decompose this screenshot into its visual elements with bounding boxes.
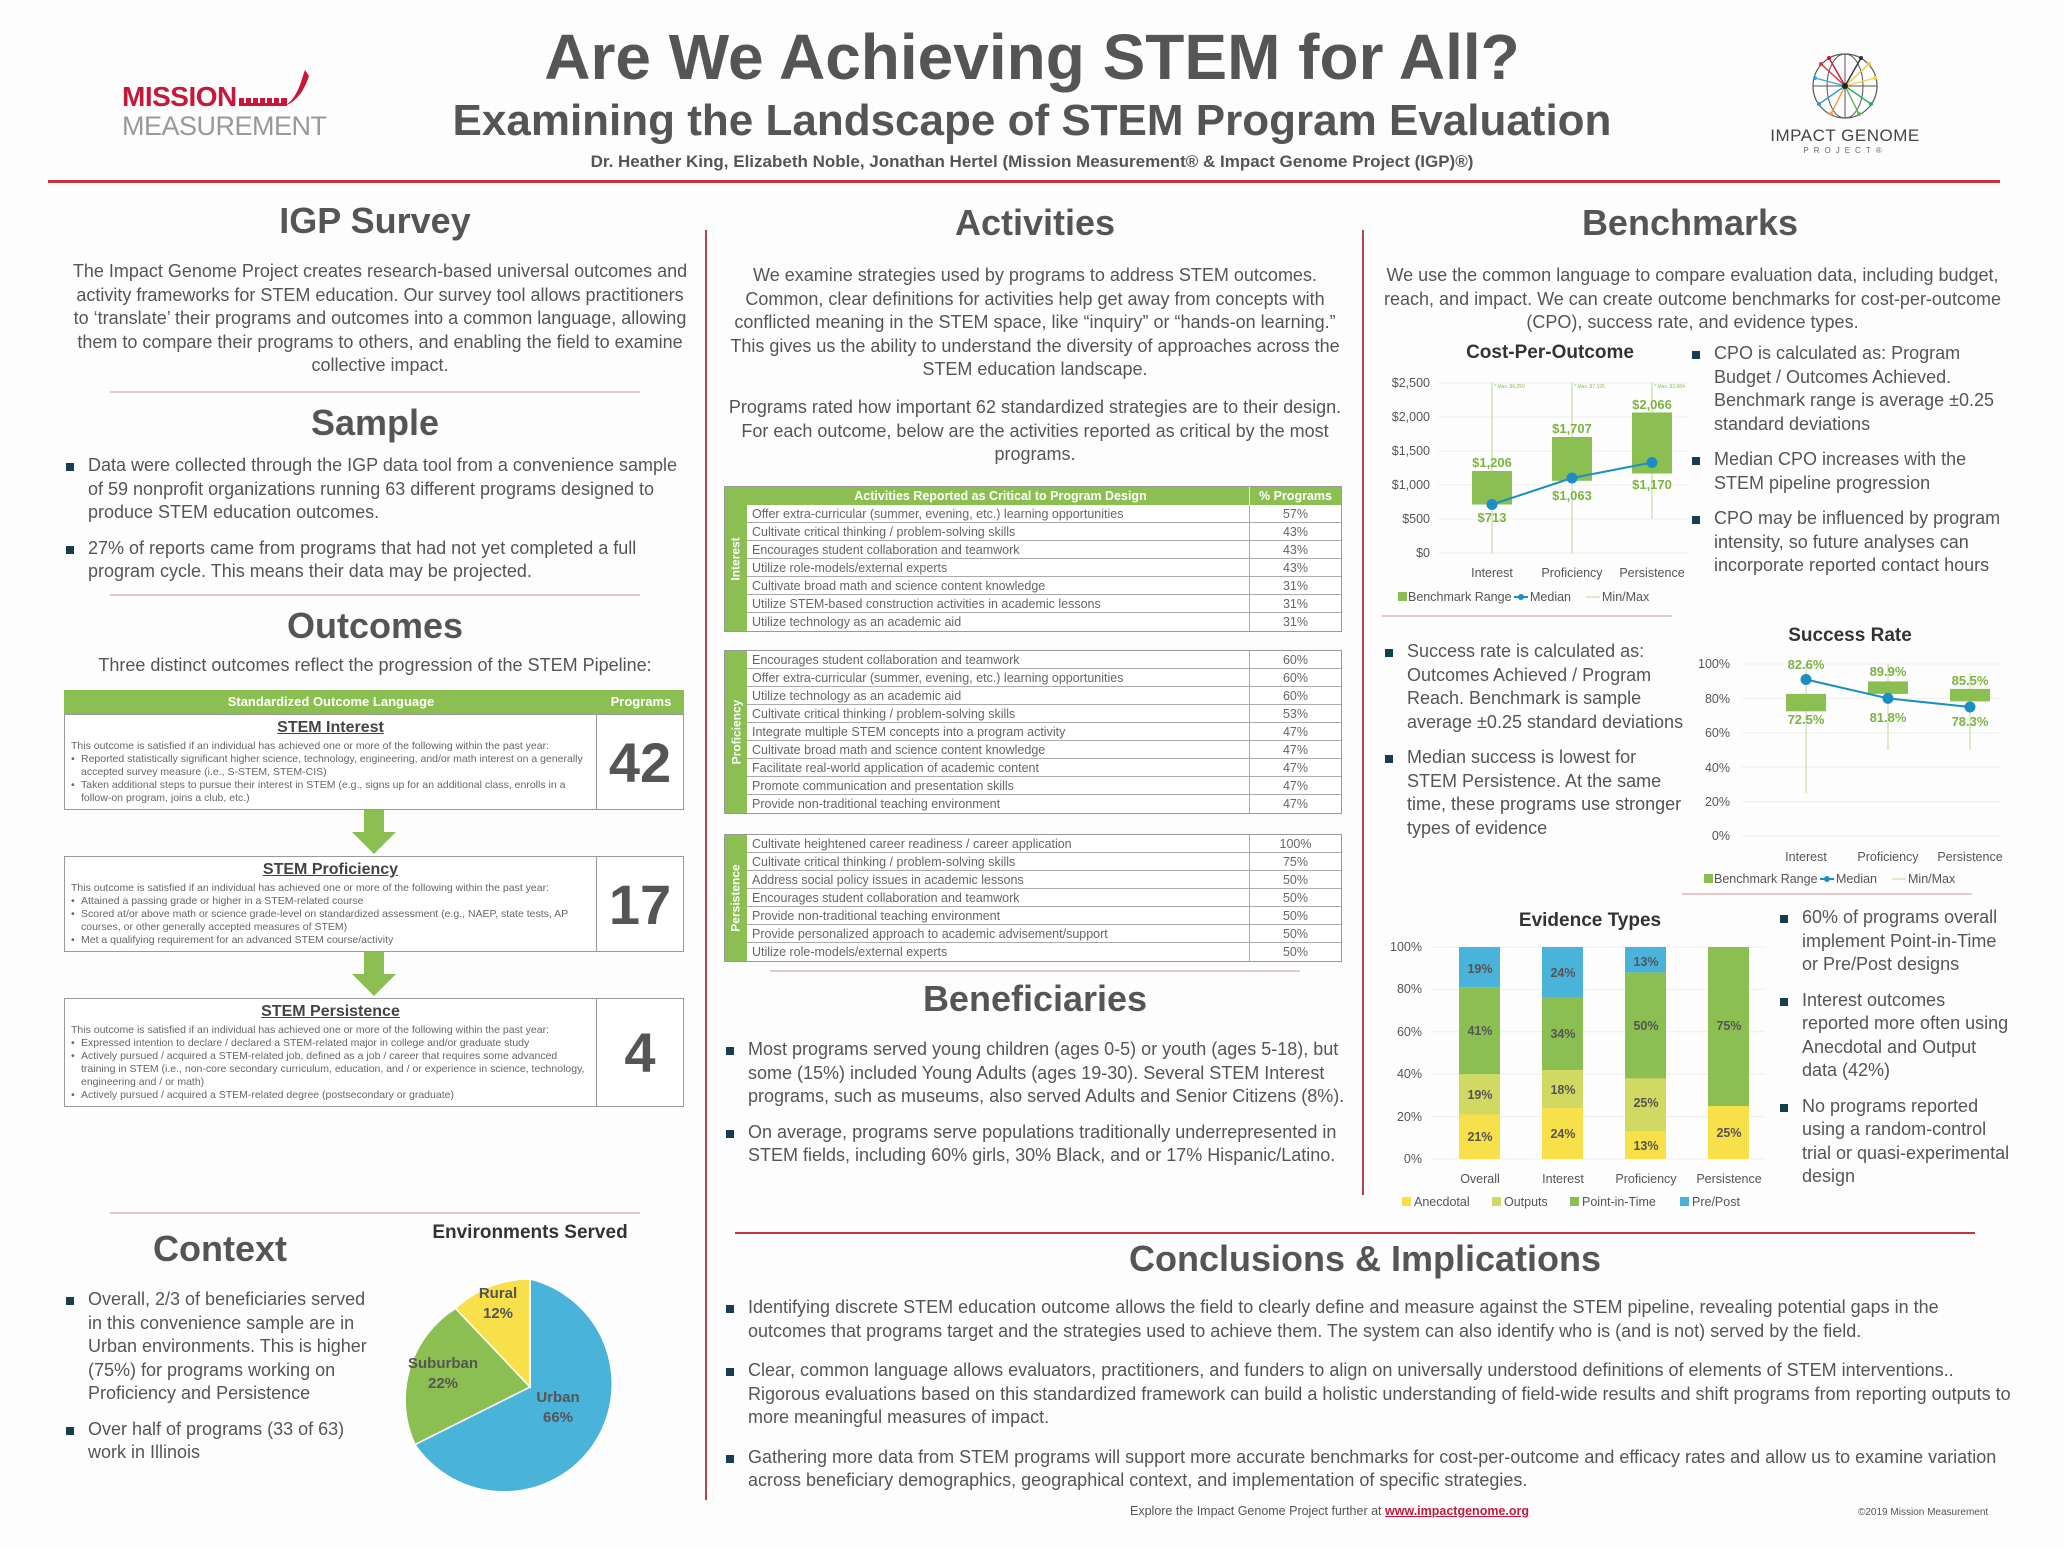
outcome-lead: This outcome is satisfied if an individual has achieved one or more of the following within the past year: bbox=[71, 1024, 550, 1036]
activity-row: Offer extra-curricular (summer, evening, etc.) learning opportunities 57% bbox=[747, 505, 1341, 523]
impact-genome-logo bbox=[1770, 50, 1920, 155]
svg-text:24%: 24% bbox=[1550, 966, 1576, 980]
outcome-lead: This outcome is satisfied if an individual has achieved one or more of the following within the past year: bbox=[71, 740, 550, 752]
activity-row: Integrate multiple STEM concepts into a program activity 47% bbox=[747, 723, 1341, 741]
section-divider bbox=[110, 1212, 640, 1214]
svg-text:20%: 20% bbox=[1704, 795, 1730, 809]
svg-text:$0: $0 bbox=[1416, 546, 1430, 560]
activity-row: Provide personalized approach to academic advisement/support 50% bbox=[747, 925, 1341, 943]
beneficiaries-bullets bbox=[726, 1038, 1346, 1180]
down-arrow-icon bbox=[64, 952, 684, 998]
activity-row: Provide non-traditional teaching environment 50% bbox=[747, 907, 1341, 925]
svg-text:40%: 40% bbox=[1704, 761, 1730, 775]
svg-text:50%: 50% bbox=[1633, 1019, 1659, 1033]
activity-row: Encourages student collaboration and teamwork 43% bbox=[747, 541, 1341, 559]
activity-row: Utilize role-models/external experts 43% bbox=[747, 559, 1341, 577]
outcome-program-count: 42 bbox=[608, 730, 672, 794]
poster-authors: Dr. Heather King, Elizabeth Noble, Jonathan Hertel (Mission Measurement® & Impact Genome Project (IGP)®) bbox=[590, 152, 1474, 171]
evidence-chart-title: Evidence Types bbox=[1518, 910, 1662, 931]
conclusion-bullet: Gathering more data from STEM programs will support more accurate benchmarks for cost-per-outcome and efficacy rates and allow us to examine variation across beneficiary demographics, geographical context, and implementation of specific strategies. bbox=[726, 1446, 2016, 1493]
activity-row: Facilitate real-world application of academic content 47% bbox=[747, 759, 1341, 777]
section-heading-outcomes: Outcomes bbox=[286, 605, 464, 646]
section-divider bbox=[1382, 615, 1672, 617]
activity-row: Encourages student collaboration and teamwork 60% bbox=[747, 651, 1341, 669]
success-rate-bullets bbox=[1385, 640, 1685, 852]
svg-text:$500: $500 bbox=[1402, 512, 1430, 526]
cpo-bullet: CPO is calculated as: Program Budget / Outcomes Achieved. Benchmark range is average ±0.25 standard deviations bbox=[1692, 342, 2012, 436]
activity-row: Cultivate critical thinking / problem-solving skills 75% bbox=[747, 853, 1341, 871]
svg-text:82.6%: 82.6% bbox=[1787, 657, 1825, 672]
logo-text-measurement: MEASUREMENT bbox=[122, 111, 327, 141]
svg-text:Urban: Urban bbox=[536, 1389, 580, 1406]
svg-text:Proficiency: Proficiency bbox=[1615, 1172, 1677, 1186]
section-divider bbox=[1682, 893, 1972, 895]
activity-row: Promote communication and presentation skills 47% bbox=[747, 777, 1341, 795]
svg-text:81.8%: 81.8% bbox=[1869, 710, 1907, 725]
outcomes-table-header bbox=[64, 690, 684, 714]
group-label-interest: Interest bbox=[725, 487, 747, 631]
outcomes-intro: Three distinct outcomes reflect the progression of the STEM Pipeline: bbox=[98, 655, 652, 675]
evidence-bullet: No programs reported using a random-control trial or quasi-experimental design bbox=[1780, 1095, 2010, 1189]
svg-text:22%: 22% bbox=[427, 1375, 459, 1392]
activity-row: Cultivate critical thinking / problem-solving skills 43% bbox=[747, 523, 1341, 541]
success-rate-bullet: Success rate is calculated as: Outcomes Achieved / Program Reach. Benchmark is sample average ±0.25 standard deviations bbox=[1385, 640, 1685, 734]
evidence-bullets bbox=[1780, 906, 2010, 1201]
activities-intro-2: Programs rated how important 62 standardized strategies are to their design. For each outcome, below are the activities reported as critical by the most programs. bbox=[728, 397, 1342, 464]
svg-text:25%: 25% bbox=[1633, 1096, 1659, 1110]
svg-text:Interest: Interest bbox=[1471, 566, 1513, 580]
sample-bullet: Data were collected through the IGP data tool from a convenience sample of 59 nonprofit organizations running 63 different programs designed to produce STEM education outcomes. bbox=[66, 454, 686, 525]
activities-intro-1: We examine strategies used by programs to address STEM outcomes. Common, clear definitions for activities help get away from concepts with conflicted meaning in the STEM space, like “inquiry” or “hands-on learning.” This gives us the ability to understand the diversity of approaches across the STEM education landscape. bbox=[730, 265, 1340, 379]
outcome-criterion: • Actively pursued / acquired a STEM-related degree (postsecondary or graduate) bbox=[71, 1089, 590, 1102]
svg-text:$2,066: $2,066 bbox=[1632, 397, 1672, 412]
svg-text:80%: 80% bbox=[1396, 982, 1422, 996]
outcome-criterion: • Reported statistically significant higher science, technology, engineering, and/or math interest on a generally accepted survey measure (i.e., S-STEM, STEM-CIS) bbox=[71, 753, 590, 779]
benchmarks-intro: We use the common language to compare evaluation data, including budget, reach, and impact. We can create outcome benchmarks for cost-per-outcome (CPO), success rate, and evidence types. bbox=[1384, 265, 2001, 332]
section-heading-context: Context bbox=[153, 1228, 287, 1269]
evidence-types-chart bbox=[1370, 935, 1770, 1220]
svg-text:Persistence: Persistence bbox=[1937, 850, 2003, 864]
svg-text:Persistence: Persistence bbox=[1696, 1172, 1762, 1186]
outcome-name: STEM Interest bbox=[277, 719, 384, 736]
svg-text:20%: 20% bbox=[1396, 1110, 1422, 1124]
svg-text:13%: 13% bbox=[1633, 955, 1659, 969]
svg-text:80%: 80% bbox=[1704, 692, 1730, 706]
activity-row: Utilize technology as an academic aid 60% bbox=[747, 687, 1341, 705]
svg-text:Point-in-Time: Point-in-Time bbox=[1582, 1195, 1656, 1209]
section-divider bbox=[110, 391, 640, 393]
poster-subtitle: Examining the Landscape of STEM Program Evaluation bbox=[452, 96, 1612, 145]
svg-text:$1,063: $1,063 bbox=[1552, 488, 1592, 503]
svg-text:$1,206: $1,206 bbox=[1472, 455, 1512, 470]
beneficiaries-bullet: On average, programs serve populations traditionally underrepresented in STEM fields, including 60% girls, 30% Black, and or 17% Hispanic/Latino. bbox=[726, 1121, 1346, 1168]
svg-text:Rural: Rural bbox=[478, 1285, 518, 1302]
activities-table-persistence bbox=[724, 834, 1342, 962]
svg-text:0%: 0% bbox=[1711, 829, 1730, 843]
svg-text:Proficiency: Proficiency bbox=[1857, 850, 1919, 864]
footer-explore-text: Explore the Impact Genome Project further at bbox=[1130, 1504, 1382, 1518]
svg-text:Interest: Interest bbox=[1542, 1172, 1584, 1186]
svg-text:19%: 19% bbox=[1467, 1088, 1493, 1102]
group-label-persistence: Persistence bbox=[725, 835, 747, 961]
svg-text:85.5%: 85.5% bbox=[1951, 673, 1989, 688]
sample-bullet: 27% of reports came from programs that had not yet completed a full program cycle. This means their data may be projected. bbox=[66, 537, 686, 584]
svg-text:Median: Median bbox=[1836, 872, 1877, 886]
cost-per-outcome-chart bbox=[1378, 368, 1698, 608]
activity-row: Cultivate broad math and science content knowledge 31% bbox=[747, 577, 1341, 595]
outcomes-table bbox=[64, 690, 684, 1107]
svg-text:21%: 21% bbox=[1467, 1130, 1493, 1144]
section-heading-activities: Activities bbox=[954, 202, 1116, 243]
down-arrow-icon bbox=[64, 810, 684, 856]
success-rate-chart-title: Success Rate bbox=[1788, 625, 1912, 646]
svg-text:Median: Median bbox=[1530, 590, 1571, 604]
svg-text:Min/Max: Min/Max bbox=[1602, 590, 1650, 604]
svg-text:24%: 24% bbox=[1550, 1127, 1576, 1141]
group-label-proficiency: Proficiency bbox=[725, 651, 747, 813]
svg-text:41%: 41% bbox=[1467, 1024, 1493, 1038]
svg-text:Proficiency: Proficiency bbox=[1541, 566, 1603, 580]
sample-bullets bbox=[66, 454, 686, 596]
sr-range-persistence bbox=[1950, 689, 1990, 702]
svg-text:75%: 75% bbox=[1716, 1019, 1742, 1033]
cpo-bullets bbox=[1692, 342, 2012, 590]
svg-text:Suburban: Suburban bbox=[408, 1355, 478, 1372]
conclusion-bullet: Identifying discrete STEM education outcome allows the field to clearly define and measure against the STEM pipeline, revealing potential gaps in the outcomes that programs target and the strategies used to achieve them. The system can also identify who is (and is not) served by the field. bbox=[726, 1296, 2016, 1343]
svg-text:Pre/Post: Pre/Post bbox=[1692, 1195, 1740, 1209]
svg-text:Interest: Interest bbox=[1785, 850, 1827, 864]
svg-text:60%: 60% bbox=[1396, 1025, 1422, 1039]
svg-text:18%: 18% bbox=[1550, 1083, 1576, 1097]
activity-row: Address social policy issues in academic lessons 50% bbox=[747, 871, 1341, 889]
svg-text:Overall: Overall bbox=[1460, 1172, 1500, 1186]
svg-text:72.5%: 72.5% bbox=[1787, 712, 1825, 727]
impactgenome-link[interactable]: www.impactgenome.org bbox=[1385, 1504, 1530, 1518]
svg-text:40%: 40% bbox=[1396, 1067, 1422, 1081]
svg-text:Anecdotal: Anecdotal bbox=[1414, 1195, 1470, 1209]
header-divider bbox=[48, 180, 2000, 183]
section-heading-igp-survey: IGP Survey bbox=[279, 200, 471, 241]
success-rate-bullet: Median success is lowest for STEM Persistence. At the same time, these programs use stronger types of evidence bbox=[1385, 746, 1685, 840]
col-header-programs: Programs bbox=[610, 694, 672, 709]
svg-text:* Max: $7,195: * Max: $7,195 bbox=[1574, 384, 1605, 390]
svg-text:$1,500: $1,500 bbox=[1391, 444, 1430, 458]
svg-text:19%: 19% bbox=[1467, 962, 1493, 976]
svg-text:$2,500: $2,500 bbox=[1391, 376, 1430, 390]
section-heading-sample: Sample bbox=[310, 402, 440, 443]
context-bullets bbox=[66, 1288, 376, 1477]
col-header-outcome-language: Standardized Outcome Language bbox=[227, 694, 435, 709]
outcome-row-interest bbox=[64, 714, 684, 810]
svg-text:$1,707: $1,707 bbox=[1552, 421, 1592, 436]
logo-text-project: PROJECT® bbox=[1803, 146, 1887, 155]
cpo-bullet: Median CPO increases with the STEM pipeline progression bbox=[1692, 448, 2012, 495]
svg-text:100%: 100% bbox=[1390, 940, 1422, 954]
activity-row: Cultivate heightened career readiness / career application 100% bbox=[747, 835, 1341, 853]
outcome-row-persistence bbox=[64, 998, 684, 1107]
success-rate-chart bbox=[1690, 650, 2020, 890]
activities-table-interest bbox=[724, 486, 1342, 632]
environments-pie-chart bbox=[395, 1250, 665, 1520]
outcome-name: STEM Persistence bbox=[261, 1003, 400, 1020]
activity-row: Utilize role-models/external experts 50% bbox=[747, 943, 1341, 961]
svg-text:0%: 0% bbox=[1403, 1152, 1422, 1166]
section-heading-beneficiaries: Beneficiaries bbox=[922, 978, 1148, 1019]
activity-row: Encourages student collaboration and teamwork 50% bbox=[747, 889, 1341, 907]
section-divider bbox=[770, 970, 1300, 972]
section-heading-conclusions: Conclusions & Implications bbox=[1128, 1238, 1602, 1279]
activities-table-header: Activities Reported as Critical to Program Design % Programs bbox=[747, 487, 1341, 505]
activity-row: Provide non-traditional teaching environment 47% bbox=[747, 795, 1341, 813]
svg-text:$713: $713 bbox=[1477, 510, 1507, 525]
svg-text:12%: 12% bbox=[482, 1305, 514, 1322]
beneficiaries-bullet: Most programs served young children (ages 0-5) or youth (ages 5-18), but some (15%) included Young Adults (ages 19-30). Several STEM Interest programs, such as museums, also served Adults and Senior Citizens (8%). bbox=[726, 1038, 1346, 1109]
activity-row: Utilize technology as an academic aid 31% bbox=[747, 613, 1341, 631]
svg-text:$1,170: $1,170 bbox=[1632, 477, 1672, 492]
outcome-lead: This outcome is satisfied if an individual has achieved one or more of the following within the past year: bbox=[71, 882, 550, 894]
svg-text:* Max: $3,684: * Max: $3,684 bbox=[1654, 384, 1685, 390]
conclusion-bullet: Clear, common language allows evaluators, practitioners, and funders to align on universally understood definitions of elements of STEM interventions.. Rigorous evaluations based on this standardized framework can build a holistic understanding of field-wide results and shift programs from reporting outputs to more meaningful measures of impact. bbox=[726, 1359, 2016, 1430]
column-divider-2 bbox=[1362, 230, 1364, 1195]
svg-text:60%: 60% bbox=[1704, 726, 1730, 740]
svg-text:Persistence: Persistence bbox=[1619, 566, 1685, 580]
activities-table-proficiency bbox=[724, 650, 1342, 814]
svg-text:66%: 66% bbox=[542, 1409, 574, 1426]
poster-title: Are We Achieving STEM for All? bbox=[544, 21, 1520, 93]
footer-explore bbox=[1130, 1504, 1529, 1518]
sr-range-proficiency bbox=[1868, 681, 1908, 694]
evidence-bullet: Interest outcomes reported more often using Anecdotal and Output data (42%) bbox=[1780, 989, 2010, 1083]
outcome-row-proficiency bbox=[64, 856, 684, 952]
activity-row: Offer extra-curricular (summer, evening, etc.) learning opportunities 60% bbox=[747, 669, 1341, 687]
svg-text:Min/Max: Min/Max bbox=[1908, 872, 1956, 886]
context-bullet: Over half of programs (33 of 63) work in Illinois bbox=[66, 1418, 376, 1465]
outcome-name: STEM Proficiency bbox=[262, 861, 399, 878]
outcome-criterion: • Scored at/or above math or science grade-level on standardized assessment (e.g., NAEP, state tests, AP courses, or other generally accepted measures of STEM) bbox=[71, 908, 590, 934]
svg-text:* Max: $6,250: * Max: $6,250 bbox=[1494, 384, 1525, 390]
svg-text:100%: 100% bbox=[1698, 657, 1730, 671]
logo-text-impact-genome: IMPACT GENOME bbox=[1770, 126, 1920, 145]
conclusions-divider bbox=[735, 1232, 1975, 1234]
genome-wheel-icon bbox=[1809, 50, 1881, 122]
igp-survey-text: The Impact Genome Project creates research-based universal outcomes and activity frameworks for STEM education. Our survey tool allows practitioners to ‘translate’ their programs and outcomes into a common language, allowing them to compare their programs to others, and enabling the field to examine collective impact. bbox=[72, 261, 688, 375]
outcome-program-count: 17 bbox=[608, 872, 672, 936]
evidence-bullet: 60% of programs overall implement Point-in-Time or Pre/Post designs bbox=[1780, 906, 2010, 977]
svg-text:34%: 34% bbox=[1550, 1027, 1576, 1041]
svg-text:25%: 25% bbox=[1716, 1126, 1742, 1140]
section-divider bbox=[110, 594, 640, 596]
section-heading-benchmarks: Benchmarks bbox=[1581, 202, 1799, 243]
svg-text:13%: 13% bbox=[1633, 1139, 1659, 1153]
sr-range-interest bbox=[1786, 694, 1826, 711]
column-divider-1 bbox=[705, 230, 707, 1500]
svg-text:78.3%: 78.3% bbox=[1951, 714, 1989, 729]
cpo-chart-title: Cost-Per-Outcome bbox=[1466, 342, 1634, 363]
context-bullet: Overall, 2/3 of beneficiaries served in this convenience sample are in Urban environments. This is higher (75%) for programs working on Proficiency and Persistence bbox=[66, 1288, 376, 1406]
svg-text:$1,000: $1,000 bbox=[1391, 478, 1430, 492]
outcome-criterion: • Attained a passing grade or higher in a STEM-related course bbox=[71, 895, 590, 908]
footer-copyright: ©2019 Mission Measurement bbox=[1858, 1507, 1989, 1518]
svg-text:Benchmark Range: Benchmark Range bbox=[1408, 590, 1512, 604]
outcome-criterion: • Met a qualifying requirement for an advanced STEM course/activity bbox=[71, 934, 590, 947]
activity-row: Utilize STEM-based construction activities in academic lessons 31% bbox=[747, 595, 1341, 613]
svg-text:Outputs: Outputs bbox=[1504, 1195, 1548, 1209]
outcome-criterion: • Expressed intention to declare / declared a STEM-related major in college and/or graduate study bbox=[71, 1037, 590, 1050]
conclusions-bullets bbox=[726, 1296, 2016, 1505]
outcome-criterion: • Actively pursued / acquired a STEM-related job, defined as a job / career that requires some advanced training in STEM (i.e., non-core secondary curriculum, education, and / or experience in science, technology, engineering and / or math) bbox=[71, 1050, 590, 1089]
svg-text:89.9%: 89.9% bbox=[1869, 664, 1907, 679]
activity-row: Cultivate broad math and science content knowledge 47% bbox=[747, 741, 1341, 759]
outcome-criterion: • Taken additional steps to pursue their interest in STEM (e.g., signs up for an additional class, enrolls in a follow-on program, joins a club, etc.) bbox=[71, 779, 590, 805]
cpo-bullet: CPO may be influenced by program intensity, so future analyses can incorporate reported contact hours bbox=[1692, 507, 2012, 578]
pie-chart-title: Environments Served bbox=[432, 1222, 628, 1243]
outcome-program-count: 4 bbox=[624, 1021, 656, 1084]
logo-text-mission: MISSION bbox=[122, 81, 237, 112]
svg-text:$2,000: $2,000 bbox=[1391, 410, 1430, 424]
svg-text:Benchmark Range: Benchmark Range bbox=[1714, 872, 1818, 886]
activity-row: Cultivate critical thinking / problem-solving skills 53% bbox=[747, 705, 1341, 723]
